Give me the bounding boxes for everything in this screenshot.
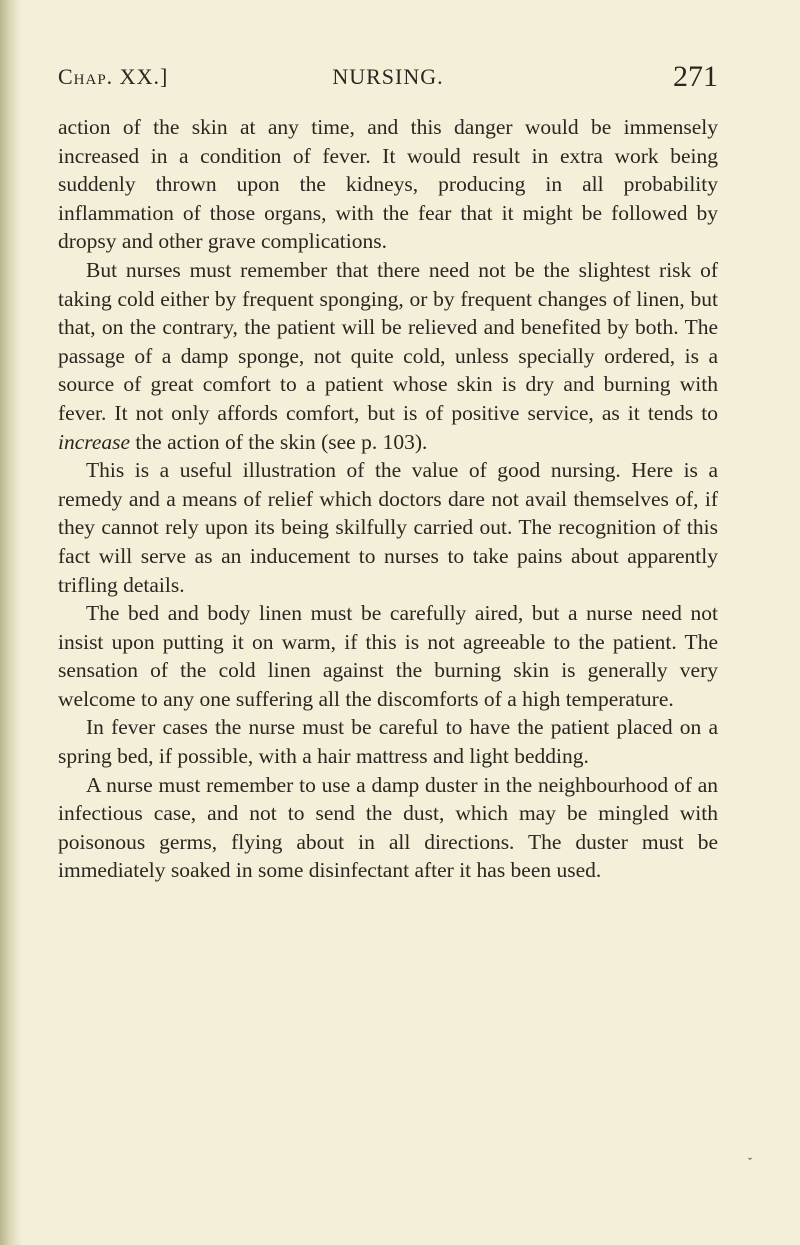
paragraph-text: But nurses must remember that there need not be the slightest risk of taking cold either by frequent sponging, or by frequent changes of linen, but that, on the contrary, the patient will be relieved and benefited by both. The passage of a damp sponge, not quite cold, unless specially ordered, is a source of great comfort to a patient whose skin is dry and burning with fever. It not only affords comfort, but is of positive service, as it tends to <box>58 257 718 425</box>
paragraph-text: A nurse must remember to use a damp duster in the neighbourhood of an infectious case, and not to send the dust, which may be mingled with poisonous germs, flying about in all directions. The duster must be immediately soaked in some disinfectant after it has been used. <box>58 772 718 883</box>
running-header <box>58 62 718 102</box>
paragraph-bedding <box>58 713 718 770</box>
paragraph-continuation <box>58 113 718 256</box>
page-number: 271 <box>673 60 718 93</box>
paragraph-sponging <box>58 256 718 456</box>
paragraph-text: In fever cases the nurse must be careful to have the patient placed on a spring bed, if possible, with a hair mattress and light bedding. <box>58 715 718 769</box>
paragraph-illustration <box>58 456 718 599</box>
stray-mark-icon: ˇ <box>748 1155 752 1169</box>
body-text <box>58 113 718 885</box>
chapter-label: Chap. XX.] <box>58 64 169 89</box>
paragraph-text: the action of the skin (see p. 103). <box>130 429 428 454</box>
page-gutter-shadow <box>0 0 22 1245</box>
paragraph-text: action of the skin at any time, and this danger would be immensely increased in a condition of fever. It would result in extra work being suddenly thrown upon the kidneys, producing in all probability inflammation of those organs, with the fear that it might be followed by dropsy and other grave complications. <box>58 115 718 254</box>
paragraph-text: The bed and body linen must be carefully aired, but a nurse need not insist upon putting it on warm, if this is not agreeable to the patient. The sensation of the cold linen against the burning skin is generally very welcome to any one suffering all the discomforts of a high temperature. <box>58 601 718 711</box>
running-title: NURSING. <box>332 64 444 89</box>
paragraph-linen <box>58 599 718 713</box>
paragraph-duster <box>58 771 718 885</box>
paragraph-text: This is a useful illustration of the value of good nursing. Here is a remedy and a means of relief which doctors dare not avail themselves of, if they cannot rely upon its being skilfully carried out. The recognition of this fact will serve as an inducement to nurses to take pains about apparently trifling details. <box>58 458 718 597</box>
emphasis-increase: increase <box>58 429 131 454</box>
